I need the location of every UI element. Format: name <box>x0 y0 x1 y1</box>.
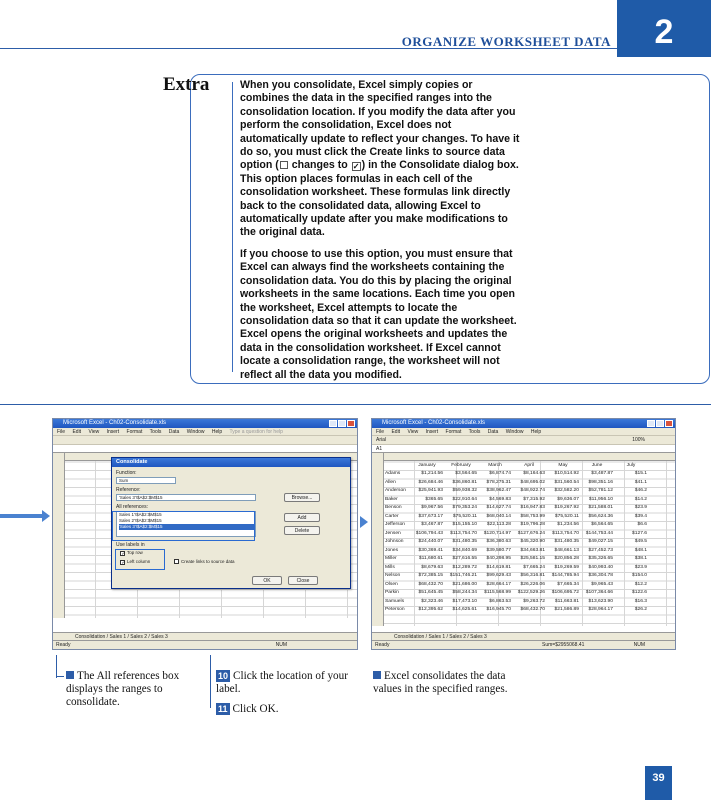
chapter-title: ORGANIZE WORKSHEET DATA <box>401 34 611 49</box>
value-cell[interactable]: $37,673.17 <box>418 513 443 519</box>
value-cell[interactable]: $17,473.10 <box>452 598 477 604</box>
value-cell[interactable]: $27,616.55 <box>452 556 477 562</box>
table-row <box>384 470 648 479</box>
callout-line <box>56 655 57 678</box>
zoom-select[interactable]: 100% <box>632 437 645 443</box>
bullet-square-icon <box>373 671 381 679</box>
left-column-checkbox[interactable]: ✓ Left column <box>121 559 151 566</box>
value-cell[interactable]: $31,480.35 <box>452 539 477 545</box>
menu-help[interactable]: Help <box>211 429 223 435</box>
value-cell[interactable]: $127,676.24 <box>517 530 545 536</box>
extra-label: Extra <box>163 74 210 95</box>
status-bar: Ready NUM <box>53 640 357 649</box>
section-rule <box>0 404 711 405</box>
table-row <box>384 563 648 572</box>
value-cell[interactable]: $52,781.12 <box>588 488 613 494</box>
font-select[interactable]: Arial <box>376 437 387 443</box>
table-row <box>384 512 648 521</box>
value-cell[interactable]: $72,385.15 <box>418 573 443 579</box>
value-cell[interactable]: $120,714.97 <box>483 530 511 536</box>
labels-highlight <box>115 549 165 570</box>
value-cell[interactable]: $12,289.72 <box>452 564 477 570</box>
value-cell[interactable]: $122.6 <box>632 590 647 596</box>
value-cell[interactable]: $19,267.92 <box>554 505 579 511</box>
table-row <box>384 529 648 538</box>
value-cell[interactable]: $38,962.47 <box>486 488 511 494</box>
window-titlebar: Microsoft Excel - Ch02-Consolidate.xls <box>53 419 357 428</box>
value-cell[interactable]: $21,586.89 <box>554 607 579 613</box>
menu-file[interactable]: File <box>376 429 385 435</box>
value-cell[interactable]: $23.9 <box>634 564 647 570</box>
status-sum: Sum=$2955068.41 <box>542 642 585 648</box>
table-row <box>384 504 648 513</box>
table-row <box>384 495 648 504</box>
value-cell[interactable]: $11,663.81 <box>554 598 579 604</box>
caption-step-11: 11 Click OK. <box>218 703 279 715</box>
menu-edit[interactable]: Edit <box>72 429 82 435</box>
value-cell[interactable]: $26.2 <box>634 607 647 613</box>
row-label-cell[interactable]: Nelson <box>385 573 401 579</box>
table-row <box>384 546 648 555</box>
window-titlebar: Microsoft Excel - Ch02-Consolidate.xls <box>372 419 675 428</box>
row-label-cell[interactable]: Baker <box>385 496 398 502</box>
value-cell[interactable]: $58,753.99 <box>520 513 545 519</box>
value-cell[interactable]: $41.1 <box>634 479 647 485</box>
column-header[interactable]: March <box>488 462 502 468</box>
value-cell[interactable]: $2,323.46 <box>421 598 443 604</box>
row-label-cell[interactable]: Parkin <box>385 590 399 596</box>
value-cell[interactable]: $10,514.92 <box>554 471 579 477</box>
value-cell[interactable]: $46.2 <box>634 488 647 494</box>
row-label-cell[interactable]: Jefferson <box>385 522 406 528</box>
column-header[interactable]: April <box>524 462 534 468</box>
value-cell[interactable]: $36,860.81 <box>452 479 477 485</box>
value-cell[interactable]: $34,840.69 <box>452 547 477 553</box>
menu-file[interactable]: File <box>57 429 66 435</box>
value-cell[interactable]: $49.5 <box>634 539 647 545</box>
caption-step-10: 10 Click the location of your label. <box>216 670 348 695</box>
sheet-tabs[interactable]: Consolidation / Sales 1 / Sales 2 / Sales 3 <box>53 632 357 640</box>
value-cell[interactable]: $3,467.87 <box>421 522 443 528</box>
row-label-cell[interactable]: Mills <box>385 564 395 570</box>
help-search[interactable]: Type a question for help <box>229 429 283 435</box>
value-cell[interactable]: $79,353.24 <box>452 505 477 511</box>
toolbar <box>53 436 357 445</box>
value-cell[interactable]: $38.1 <box>634 556 647 562</box>
value-cell[interactable]: $7,315.92 <box>523 496 545 502</box>
value-cell[interactable]: $34,663.81 <box>520 547 545 553</box>
value-cell[interactable]: $7,665.24 <box>523 564 545 570</box>
menu-bar <box>53 428 357 436</box>
table-row <box>384 597 648 606</box>
value-cell[interactable]: $16.3 <box>634 598 647 604</box>
menu-data[interactable]: Data <box>487 429 499 435</box>
value-cell[interactable]: $113,754.70 <box>450 530 477 536</box>
value-cell[interactable]: $6,874.74 <box>489 471 511 477</box>
value-cell[interactable]: $39,580.77 <box>486 547 511 553</box>
value-cell[interactable]: $15,155.10 <box>452 522 477 528</box>
value-cell[interactable]: $3,564.65 <box>455 471 477 477</box>
value-cell[interactable]: $31,480.35 <box>554 539 579 545</box>
value-cell[interactable]: $1,214.56 <box>421 471 443 477</box>
value-cell[interactable]: $39.4 <box>634 513 647 519</box>
value-cell[interactable]: $22,910.64 <box>452 496 477 502</box>
value-cell[interactable]: $48,922.74 <box>520 488 545 494</box>
value-cell[interactable]: $15.1 <box>634 471 647 477</box>
table-row <box>384 555 648 564</box>
value-cell[interactable]: $22,113.28 <box>486 522 511 528</box>
reference-item[interactable]: 'Sales 3'!$A$2:$M$15 <box>119 524 255 530</box>
status-bar: Ready Sum=$2955068.41 NUM <box>372 640 675 649</box>
value-cell[interactable]: $21,588.01 <box>588 505 613 511</box>
callout-line <box>210 655 211 708</box>
row-label-cell[interactable]: Anderson <box>385 488 406 494</box>
value-cell[interactable]: $11,956.10 <box>588 496 613 502</box>
table-row <box>384 521 648 530</box>
value-cell[interactable]: $14,625.61 <box>452 607 477 613</box>
value-cell[interactable]: $28,964.17 <box>588 607 613 613</box>
value-cell[interactable]: $31,560.54 <box>554 479 579 485</box>
value-cell[interactable]: $40,298.95 <box>486 556 511 562</box>
value-cell[interactable]: $14.2 <box>634 496 647 502</box>
value-cell[interactable]: $68,040.14 <box>486 513 511 519</box>
sheet-tabs[interactable]: Consolidation / Sales 1 / Sales 2 / Sales 3 <box>372 632 675 640</box>
value-cell[interactable]: $48,695.02 <box>520 479 545 485</box>
value-cell[interactable]: $78,275.31 <box>486 479 511 485</box>
row-label-cell[interactable]: Samuels <box>385 598 405 604</box>
dialog-title: Consolidate <box>112 458 350 467</box>
value-cell[interactable]: $122,529.26 <box>517 590 545 596</box>
value-cell[interactable]: $98,351.16 <box>588 479 613 485</box>
menu-view[interactable]: View <box>88 429 100 435</box>
menu-window[interactable]: Window <box>186 429 205 435</box>
checked-box-icon: ✓ <box>352 162 360 172</box>
value-cell[interactable]: $12.2 <box>634 581 647 587</box>
value-cell[interactable]: $16,947.83 <box>520 505 545 511</box>
reference-item[interactable]: Sales 1'!$A$2:$M$15 <box>119 512 162 517</box>
column-header[interactable]: January <box>418 462 436 468</box>
value-cell[interactable]: $75,520.11 <box>452 513 477 519</box>
value-cell[interactable]: $68,432.70 <box>520 607 545 613</box>
value-cell[interactable]: $151,746.21 <box>449 573 477 579</box>
table-row <box>384 478 648 487</box>
caption-left: The All references box displays the ranges to consolidate. <box>66 670 180 708</box>
value-cell[interactable]: $27,452.73 <box>588 547 613 553</box>
function-select[interactable]: Sum <box>116 477 176 484</box>
value-cell[interactable]: $106,695.72 <box>551 590 579 596</box>
menu-tools[interactable]: Tools <box>468 429 481 435</box>
value-cell[interactable]: $19,796.28 <box>520 522 545 528</box>
value-cell[interactable]: $40,993.40 <box>588 564 613 570</box>
menu-view[interactable]: View <box>407 429 419 435</box>
table-row <box>384 538 648 547</box>
value-cell[interactable]: $25,581.15 <box>520 556 545 562</box>
maximize-icon[interactable] <box>656 420 664 427</box>
column-header[interactable]: February <box>451 462 471 468</box>
value-cell[interactable]: $23.9 <box>634 505 647 511</box>
row-label-cell[interactable]: Adams <box>385 471 401 477</box>
value-cell[interactable]: $51,645.45 <box>418 590 443 596</box>
menu-insert[interactable]: Insert <box>106 429 120 435</box>
value-cell[interactable]: $365.65 <box>425 496 443 502</box>
create-links-checkbox[interactable]: Create links to source data <box>174 559 235 564</box>
value-cell[interactable]: $12,395.62 <box>418 607 443 613</box>
value-cell[interactable]: $48,661.13 <box>554 547 579 553</box>
row-label-cell[interactable]: Miller <box>385 556 397 562</box>
value-cell[interactable]: $9,965.43 <box>591 581 613 587</box>
screenshot-consolidate-dialog <box>52 418 358 650</box>
row-label-cell[interactable]: Benson <box>385 505 402 511</box>
value-cell[interactable]: $36,304.78 <box>588 573 613 579</box>
arrow-bar-left <box>0 514 44 518</box>
value-cell[interactable]: $106,794.43 <box>415 530 443 536</box>
table-row <box>384 487 648 496</box>
value-cell[interactable]: $16,945.70 <box>486 607 511 613</box>
value-cell[interactable]: $19,269.59 <box>554 564 579 570</box>
page-number: 39 <box>645 766 672 800</box>
row-label-cell[interactable]: Jones <box>385 547 399 553</box>
table-row <box>384 572 648 581</box>
value-cell[interactable]: $68,432.70 <box>418 581 443 587</box>
ok-button[interactable]: OK <box>252 576 282 585</box>
value-cell[interactable]: $35,326.65 <box>588 556 613 562</box>
value-cell[interactable]: $115,568.99 <box>484 590 511 596</box>
value-cell[interactable]: $99,629.43 <box>486 573 511 579</box>
value-cell[interactable]: $48.1 <box>634 547 647 553</box>
table-row <box>384 589 648 598</box>
reference-input[interactable]: 'Sales 3'!$A$2:$M$15 <box>116 494 256 501</box>
value-cell[interactable]: $14,619.81 <box>486 564 511 570</box>
column-header[interactable]: May <box>558 462 568 468</box>
maximize-icon[interactable] <box>338 420 346 427</box>
value-cell[interactable]: $6,863.53 <box>489 598 511 604</box>
column-header[interactable]: July <box>626 462 636 468</box>
value-cell[interactable]: $56,316.81 <box>520 573 545 579</box>
arrow-right-icon <box>42 510 50 522</box>
bullet-square-icon <box>66 671 74 679</box>
value-cell[interactable]: $3,487.87 <box>591 471 613 477</box>
close-icon[interactable] <box>665 420 673 427</box>
value-cell[interactable]: $154.0 <box>632 573 647 579</box>
row-label-cell[interactable]: Olsen <box>385 581 398 587</box>
row-label-cell[interactable]: Peterson <box>385 607 405 613</box>
function-label: Function: <box>116 470 137 476</box>
value-cell[interactable]: $144,753.44 <box>585 530 613 536</box>
step-number: 10 <box>218 671 229 681</box>
consolidated-table <box>384 461 648 614</box>
close-icon[interactable] <box>347 420 355 427</box>
value-cell[interactable]: $45,320.90 <box>520 539 545 545</box>
extra-paragraph-2: If you choose to use this option, you must ensure that Excel can always find the worksheets containing the consolidation data. You do this by placing the original worksheets in the same locations. Each time you open the worksheet, Excel attempts to locate the consolidation data so that it can update the worksheet. Excel opens the original worksheets and updates the data in the consolidation worksheet. If Excel cannot locate a consolidation range, the worksheet will not reflect all the data you modified. <box>240 247 517 381</box>
value-cell[interactable]: $4,569.83 <box>489 496 511 502</box>
value-cell[interactable]: $32,582.20 <box>554 488 579 494</box>
menu-insert[interactable]: Insert <box>425 429 439 435</box>
value-cell[interactable]: $9,636.07 <box>557 496 579 502</box>
value-cell[interactable]: $144,785.94 <box>551 573 579 579</box>
formula-bar[interactable] <box>372 445 675 453</box>
minimize-icon[interactable] <box>329 420 337 427</box>
extra-paragraph-1: When you consolidate, Excel simply copies or combines the data in the specified ranges into the consolidation location. If you modify the data after you perform the consolidation, Excel does not automatically update to reflect your changes. To have it do so, you must click the Create links to source data option ( changes to ✓ ) in the Consolidate dialog box. This option places formulas in each cell of the consolidation worksheet. These formulas link directly back to the consolidated data, allowing Excel to automatically update after you make modifications to the original data. <box>240 79 520 239</box>
all-references-label: All references: <box>116 504 148 510</box>
value-cell[interactable]: $1,234.56 <box>557 522 579 528</box>
value-cell[interactable]: $21,686.00 <box>452 581 477 587</box>
minimize-icon[interactable] <box>647 420 655 427</box>
name-box[interactable]: A1 <box>376 446 383 452</box>
value-cell[interactable]: $30,369.41 <box>418 547 443 553</box>
value-cell[interactable]: $28,664.17 <box>486 581 511 587</box>
menu-tools[interactable]: Tools <box>149 429 162 435</box>
unchecked-box-icon <box>280 161 288 169</box>
value-cell[interactable]: $9,967.56 <box>421 505 443 511</box>
value-cell[interactable]: $24,440.07 <box>418 539 443 545</box>
value-cell[interactable]: $26,684.46 <box>418 479 443 485</box>
formula-bar[interactable] <box>53 445 357 453</box>
value-cell[interactable]: $75,520.11 <box>554 513 579 519</box>
top-row-checkbox[interactable]: ✓ Top row <box>121 550 143 557</box>
chapter-number: 2 <box>617 0 711 57</box>
value-cell[interactable]: $14,627.74 <box>486 505 511 511</box>
close-button[interactable]: Close <box>288 576 318 585</box>
references-highlight <box>112 511 255 541</box>
menu-data[interactable]: Data <box>168 429 180 435</box>
toolbar <box>372 436 675 445</box>
value-cell[interactable]: $26,226.06 <box>520 581 545 587</box>
column-header[interactable]: June <box>591 462 603 468</box>
value-cell[interactable]: $59,938.32 <box>452 488 477 494</box>
value-cell[interactable]: $11,680.61 <box>418 556 443 562</box>
value-cell[interactable]: $20,856.28 <box>554 556 579 562</box>
menu-format[interactable]: Format <box>445 429 462 435</box>
menu-edit[interactable]: Edit <box>391 429 401 435</box>
menu-window[interactable]: Window <box>505 429 524 435</box>
value-cell[interactable]: $8,679.63 <box>421 564 443 570</box>
value-cell[interactable]: $58,244.34 <box>452 590 477 596</box>
delete-button[interactable]: Delete <box>284 526 320 535</box>
add-button[interactable]: Add <box>284 513 320 522</box>
value-cell[interactable]: $7,665.34 <box>557 581 579 587</box>
table-row <box>384 580 648 589</box>
row-label-cell[interactable]: Jensen <box>385 530 401 536</box>
browse-button[interactable]: Browse... <box>284 493 320 502</box>
step-number: 11 <box>218 704 228 714</box>
row-label-cell[interactable]: Allen <box>385 479 396 485</box>
value-cell[interactable]: $56,624.36 <box>588 513 613 519</box>
menu-bar <box>372 428 675 436</box>
value-cell[interactable]: $6.6 <box>637 522 647 528</box>
value-cell[interactable]: $36,380.63 <box>486 539 511 545</box>
arrow-right-icon <box>360 516 368 528</box>
callout-line <box>56 676 64 677</box>
reference-label: Reference: <box>116 487 141 493</box>
value-cell[interactable]: $113,754.70 <box>552 530 579 536</box>
worksheet-grid[interactable] <box>372 453 675 626</box>
value-cell[interactable]: $49,027.15 <box>588 539 613 545</box>
value-cell[interactable]: $107,364.66 <box>585 590 613 596</box>
value-cell[interactable]: $8,164.63 <box>523 471 545 477</box>
table-row <box>384 606 648 615</box>
menu-help[interactable]: Help <box>530 429 542 435</box>
extra-text <box>240 79 520 390</box>
screenshot-consolidated-data <box>371 418 676 650</box>
extra-divider <box>232 82 233 372</box>
table-header-row <box>384 461 648 470</box>
use-labels-label: Use labels in <box>116 542 145 548</box>
reference-item[interactable]: Sales 2'!$A$2:$M$15 <box>119 518 162 523</box>
row-label-cell[interactable]: Johnson <box>385 539 404 545</box>
value-cell[interactable]: $9,263.72 <box>523 598 545 604</box>
value-cell[interactable]: $13,623.90 <box>588 598 613 604</box>
menu-format[interactable]: Format <box>126 429 143 435</box>
value-cell[interactable]: $25,941.93 <box>418 488 443 494</box>
value-cell[interactable]: $127.6 <box>632 530 647 536</box>
value-cell[interactable]: $6,564.65 <box>591 522 613 528</box>
caption-right: Excel consolidates the data values in the specified ranges. <box>373 670 508 695</box>
row-label-cell[interactable]: Carter <box>385 513 399 519</box>
